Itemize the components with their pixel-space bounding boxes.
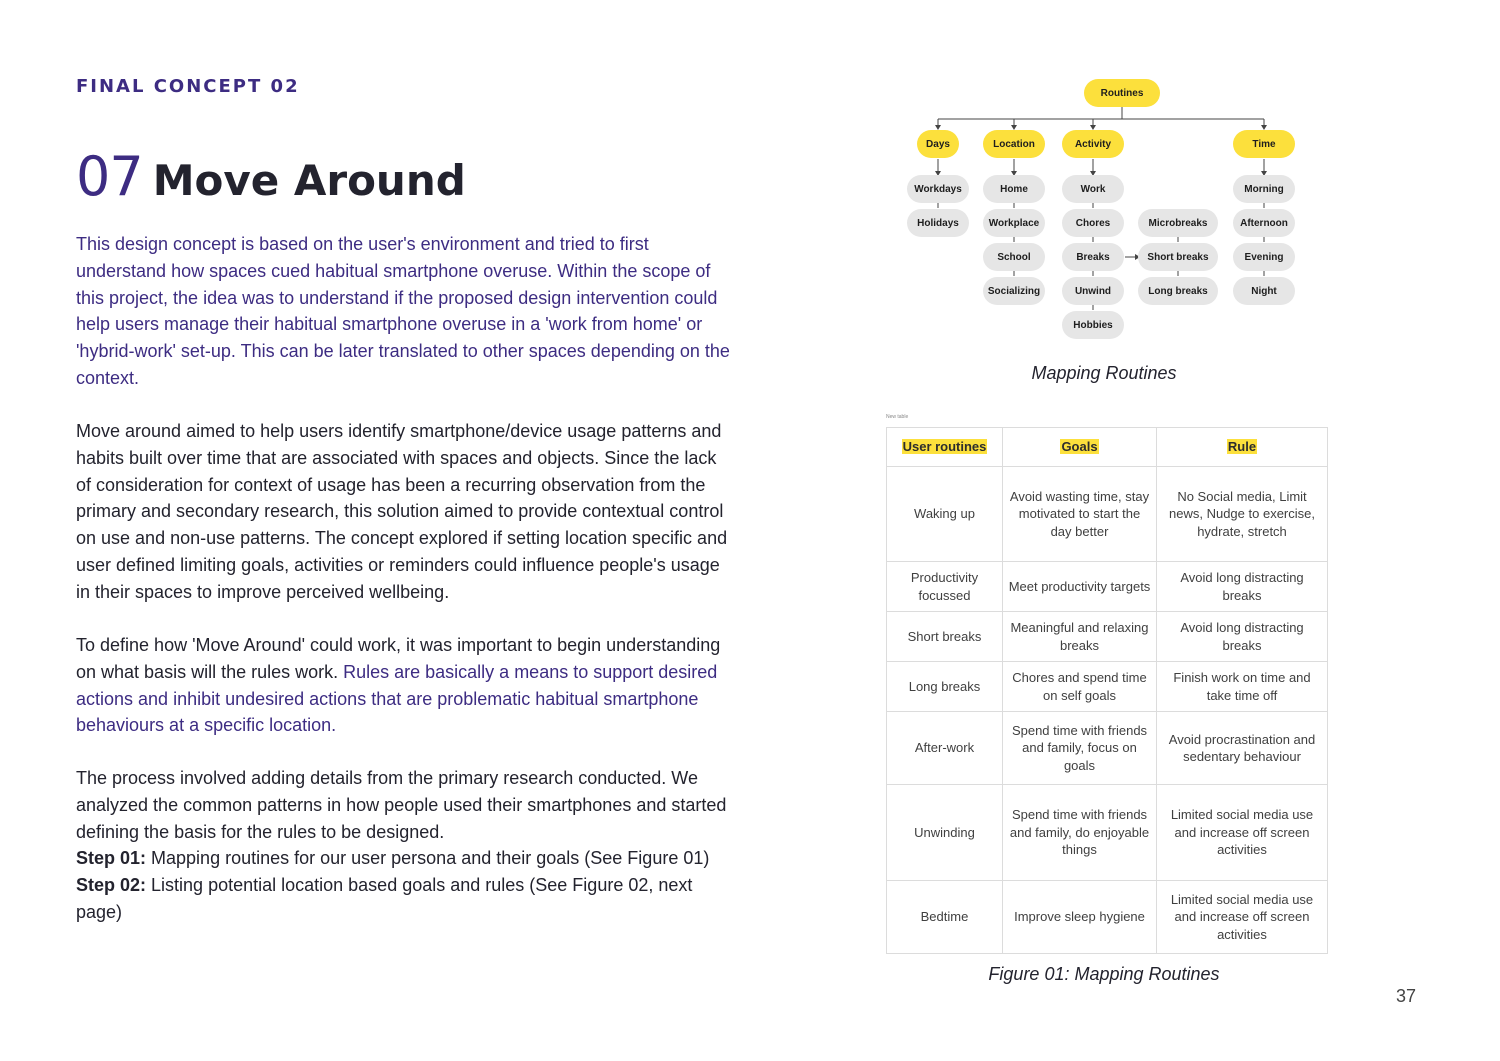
table-row — [887, 785, 1328, 881]
diagram-item-night: Night — [1233, 277, 1295, 305]
table-row — [887, 562, 1328, 612]
diagram-category-location: Location — [983, 130, 1045, 158]
table-cell: Avoid long distracting breaks — [1157, 562, 1328, 612]
step-02-label: Step 02: — [76, 875, 147, 896]
diagram-item-evening: Evening — [1233, 243, 1295, 271]
heading-title: Move Around — [152, 156, 466, 205]
diagram-item-workdays: Workdays — [907, 175, 969, 203]
table-row — [887, 662, 1328, 712]
table-label: New table — [886, 414, 909, 420]
page-heading — [76, 145, 466, 208]
table-cell: Unwinding — [887, 785, 1003, 881]
diagram-item-workplace: Workplace — [983, 209, 1045, 237]
table-cell: Waking up — [887, 467, 1003, 562]
diagram-item-hobbies: Hobbies — [1062, 311, 1124, 339]
header-goals: Goals — [1003, 428, 1157, 467]
process-intro-text: The process involved adding details from the primary research conducted. We analyzed the common patterns in how people used their smartphones and started defining the basis for the rules to be designed. — [76, 768, 727, 842]
diagram-caption: Mapping Routines — [1031, 363, 1177, 383]
process-paragraph — [76, 765, 736, 926]
table-cell: Bedtime — [887, 881, 1003, 954]
table-caption: Figure 01: Mapping Routines — [988, 964, 1220, 984]
table-cell: Avoid wasting time, stay motivated to start the day better — [1003, 467, 1157, 562]
table-cell: Improve sleep hygiene — [1003, 881, 1157, 954]
intro-paragraph-text: This design concept is based on the user's environment and tried to first understand how spaces cued habitual smartphone overuse. Within the scope of this project, the idea was to understand if the proposed design intervention could help users manage their habitual smartphone overuse in a 'work from home' or 'hybrid-work' set-up. This can be later translated to other spaces depending on the context. — [76, 234, 730, 388]
diagram-item-long-breaks: Long breaks — [1138, 277, 1218, 305]
table-cell: Limited social media use and increase off screen activities — [1157, 881, 1328, 954]
table-cell: Avoid procrastination and sedentary behaviour — [1157, 712, 1328, 785]
diagram-category-activity: Activity — [1062, 130, 1124, 158]
table-header-row — [887, 428, 1328, 467]
routines-rules-table — [886, 427, 1328, 954]
intro-paragraph — [76, 231, 736, 392]
diagram-item-holidays: Holidays — [907, 209, 969, 237]
table-cell: Productivity focussed — [887, 562, 1003, 612]
step-01-text: Mapping routines for our user persona and their goals (See Figure 01) — [146, 848, 710, 869]
diagram-item-microbreaks: Microbreaks — [1138, 209, 1218, 237]
diagram-item-socializing: Socializing — [983, 277, 1045, 305]
rules-definition-text: Rules are basically a means to support desired actions and inhibit undesired actions that are problematic habitual smartphone behaviours at a specific location. — [76, 661, 718, 736]
table-cell: Long breaks — [887, 662, 1003, 712]
step-01-label: Step 01: — [76, 848, 147, 869]
step-02 — [76, 872, 736, 926]
table-row — [887, 467, 1328, 562]
table-row — [887, 881, 1328, 954]
table-row — [887, 612, 1328, 662]
header-rule: Rule — [1157, 428, 1328, 467]
concept-paragraph-text: Move around aimed to help users identify smartphone/device usage patterns and habits built over time that are associated with spaces and objects. Since the lack of consideration for context of usage has been a recurring observation from the primary and secondary research, this solution aimed to provide contextual control on use and non-use patterns. The concept explored if setting location specific and user defined limiting goals, activities or reminders could influence people's usage in their spaces to improve perceived wellbeing. — [76, 421, 728, 602]
diagram-item-unwind: Unwind — [1062, 277, 1124, 305]
table-cell: Spend time with friends and family, focus on goals — [1003, 712, 1157, 785]
header-user-routines: User routines — [887, 428, 1003, 467]
concept-paragraph — [76, 418, 736, 606]
diagram-item-morning: Morning — [1233, 175, 1295, 203]
table-cell: Finish work on time and take time off — [1157, 662, 1328, 712]
table-cell: Short breaks — [887, 612, 1003, 662]
table-cell: Meet productivity targets — [1003, 562, 1157, 612]
page-number: 37 — [1396, 986, 1417, 1006]
table-row — [887, 712, 1328, 785]
heading-number: 07 — [76, 145, 143, 208]
table-cell: Chores and spend time on self goals — [1003, 662, 1157, 712]
section-kicker: FINAL CONCEPT 02 — [76, 76, 300, 97]
diagram-category-days: Days — [917, 130, 959, 158]
diagram-item-chores: Chores — [1062, 209, 1124, 237]
diagram-item-afternoon: Afternoon — [1233, 209, 1295, 237]
rules-paragraph-text: To define how 'Move Around' could work, it was important to begin understanding on what basis will the rules work. — [76, 635, 721, 682]
diagram-item-breaks: Breaks — [1062, 243, 1124, 271]
diagram-category-time: Time — [1233, 130, 1295, 158]
routines-diagram — [880, 70, 1340, 350]
diagram-item-work: Work — [1062, 175, 1124, 203]
table-cell: Avoid long distracting breaks — [1157, 612, 1328, 662]
table-cell: Limited social media use and increase off screen activities — [1157, 785, 1328, 881]
table-cell: No Social media, Limit news, Nudge to exercise, hydrate, stretch — [1157, 467, 1328, 562]
diagram-item-school: School — [983, 243, 1045, 271]
diagram-item-short-breaks: Short breaks — [1138, 243, 1218, 271]
step-01 — [76, 845, 736, 872]
rules-paragraph — [76, 632, 736, 739]
diagram-item-home: Home — [983, 175, 1045, 203]
table-cell: Meaningful and relaxing breaks — [1003, 612, 1157, 662]
table-cell: Spend time with friends and family, do enjoyable things — [1003, 785, 1157, 881]
diagram-root-routines: Routines — [1084, 79, 1160, 107]
step-02-text: Listing potential location based goals and rules (See Figure 02, next page) — [76, 875, 693, 922]
table-cell: After-work — [887, 712, 1003, 785]
